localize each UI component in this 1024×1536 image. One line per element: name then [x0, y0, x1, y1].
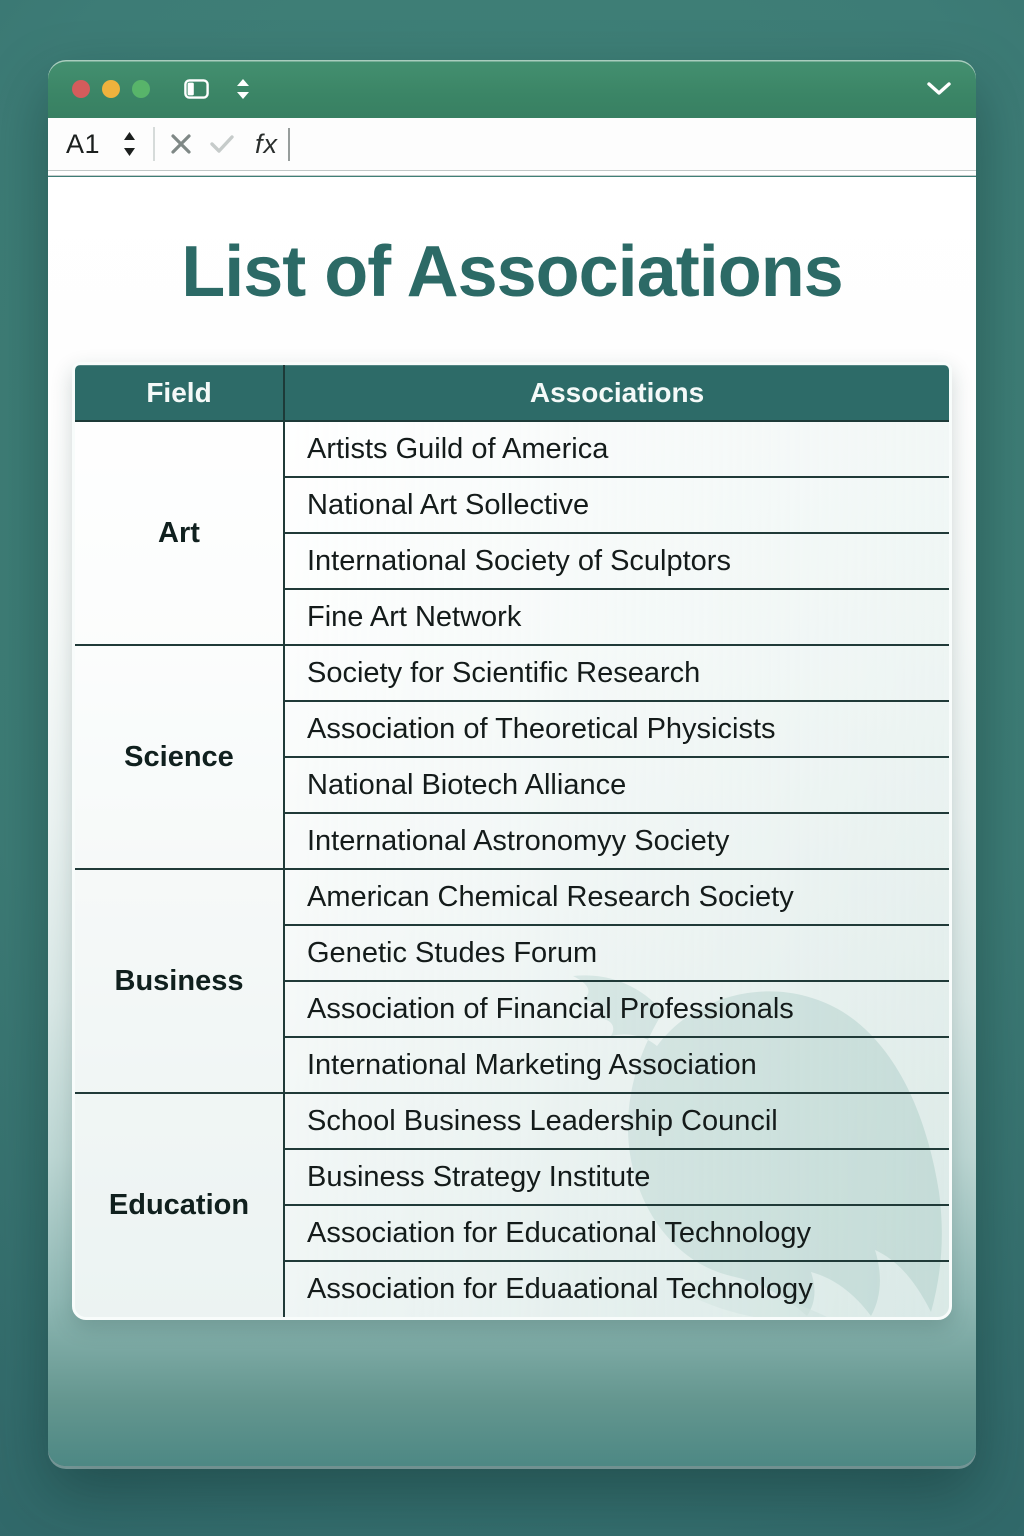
association-cell[interactable]: Association of Theoretical Physicists	[284, 701, 949, 757]
association-cell[interactable]: Artists Guild of America	[284, 421, 949, 477]
field-cell-education[interactable]: Education	[75, 1093, 284, 1317]
association-cell[interactable]: Association for Educational Technology	[284, 1205, 949, 1261]
association-cell[interactable]: Business Strategy Institute	[284, 1149, 949, 1205]
associations-data-table	[75, 365, 949, 1317]
minimize-traffic-light[interactable]	[102, 80, 120, 98]
association-cell[interactable]: National Biotech Alliance	[284, 757, 949, 813]
formula-bar	[48, 118, 976, 171]
zoom-traffic-light[interactable]	[132, 80, 150, 98]
association-cell[interactable]: Fine Art Network	[284, 589, 949, 645]
formula-bar-divider	[153, 127, 155, 161]
close-traffic-light[interactable]	[72, 80, 90, 98]
cell-reference[interactable]: A1	[66, 128, 101, 159]
association-cell[interactable]: International Society of Sculptors	[284, 533, 949, 589]
column-header-associations: Associations	[284, 365, 949, 421]
association-cell[interactable]: National Art Sollective	[284, 477, 949, 533]
table-row	[75, 869, 949, 925]
table-row	[75, 645, 949, 701]
table-row	[75, 421, 949, 477]
association-cell[interactable]: Genetic Studes Forum	[284, 925, 949, 981]
window-titlebar	[48, 60, 976, 118]
association-cell[interactable]: Association for Eduaational Technology	[284, 1261, 949, 1317]
association-cell[interactable]: Society for Scientific Research	[284, 645, 949, 701]
chevron-down-icon[interactable]	[926, 81, 952, 97]
cell-reference-stepper[interactable]	[122, 129, 137, 159]
title-stepper-icon[interactable]	[235, 78, 251, 100]
cancel-icon[interactable]	[169, 132, 193, 156]
associations-table	[72, 362, 952, 1320]
field-cell-science[interactable]: Science	[75, 645, 284, 869]
field-cell-business[interactable]: Business	[75, 869, 284, 1093]
sidebar-icon[interactable]	[184, 79, 209, 99]
association-cell[interactable]: American Chemical Research Society	[284, 869, 949, 925]
field-cell-art[interactable]: Art	[75, 421, 284, 645]
association-cell[interactable]: School Business Leadership Council	[284, 1093, 949, 1149]
table-row	[75, 1093, 949, 1149]
column-header-field: Field	[75, 365, 284, 421]
toolbar-divider	[48, 171, 976, 176]
association-cell[interactable]: International Marketing Association	[284, 1037, 949, 1093]
function-fx-icon[interactable]: fx	[255, 128, 279, 159]
traffic-lights	[72, 80, 150, 98]
association-cell[interactable]: Association of Financial Professionals	[284, 981, 949, 1037]
page-title: List of Associations	[181, 232, 843, 312]
table-header-row	[75, 365, 949, 421]
formula-input-caret[interactable]	[288, 128, 290, 161]
spreadsheet-window	[48, 60, 976, 1466]
sheet-content	[48, 177, 976, 1466]
confirm-icon[interactable]	[209, 133, 235, 155]
association-cell[interactable]: International Astronomyy Society	[284, 813, 949, 869]
